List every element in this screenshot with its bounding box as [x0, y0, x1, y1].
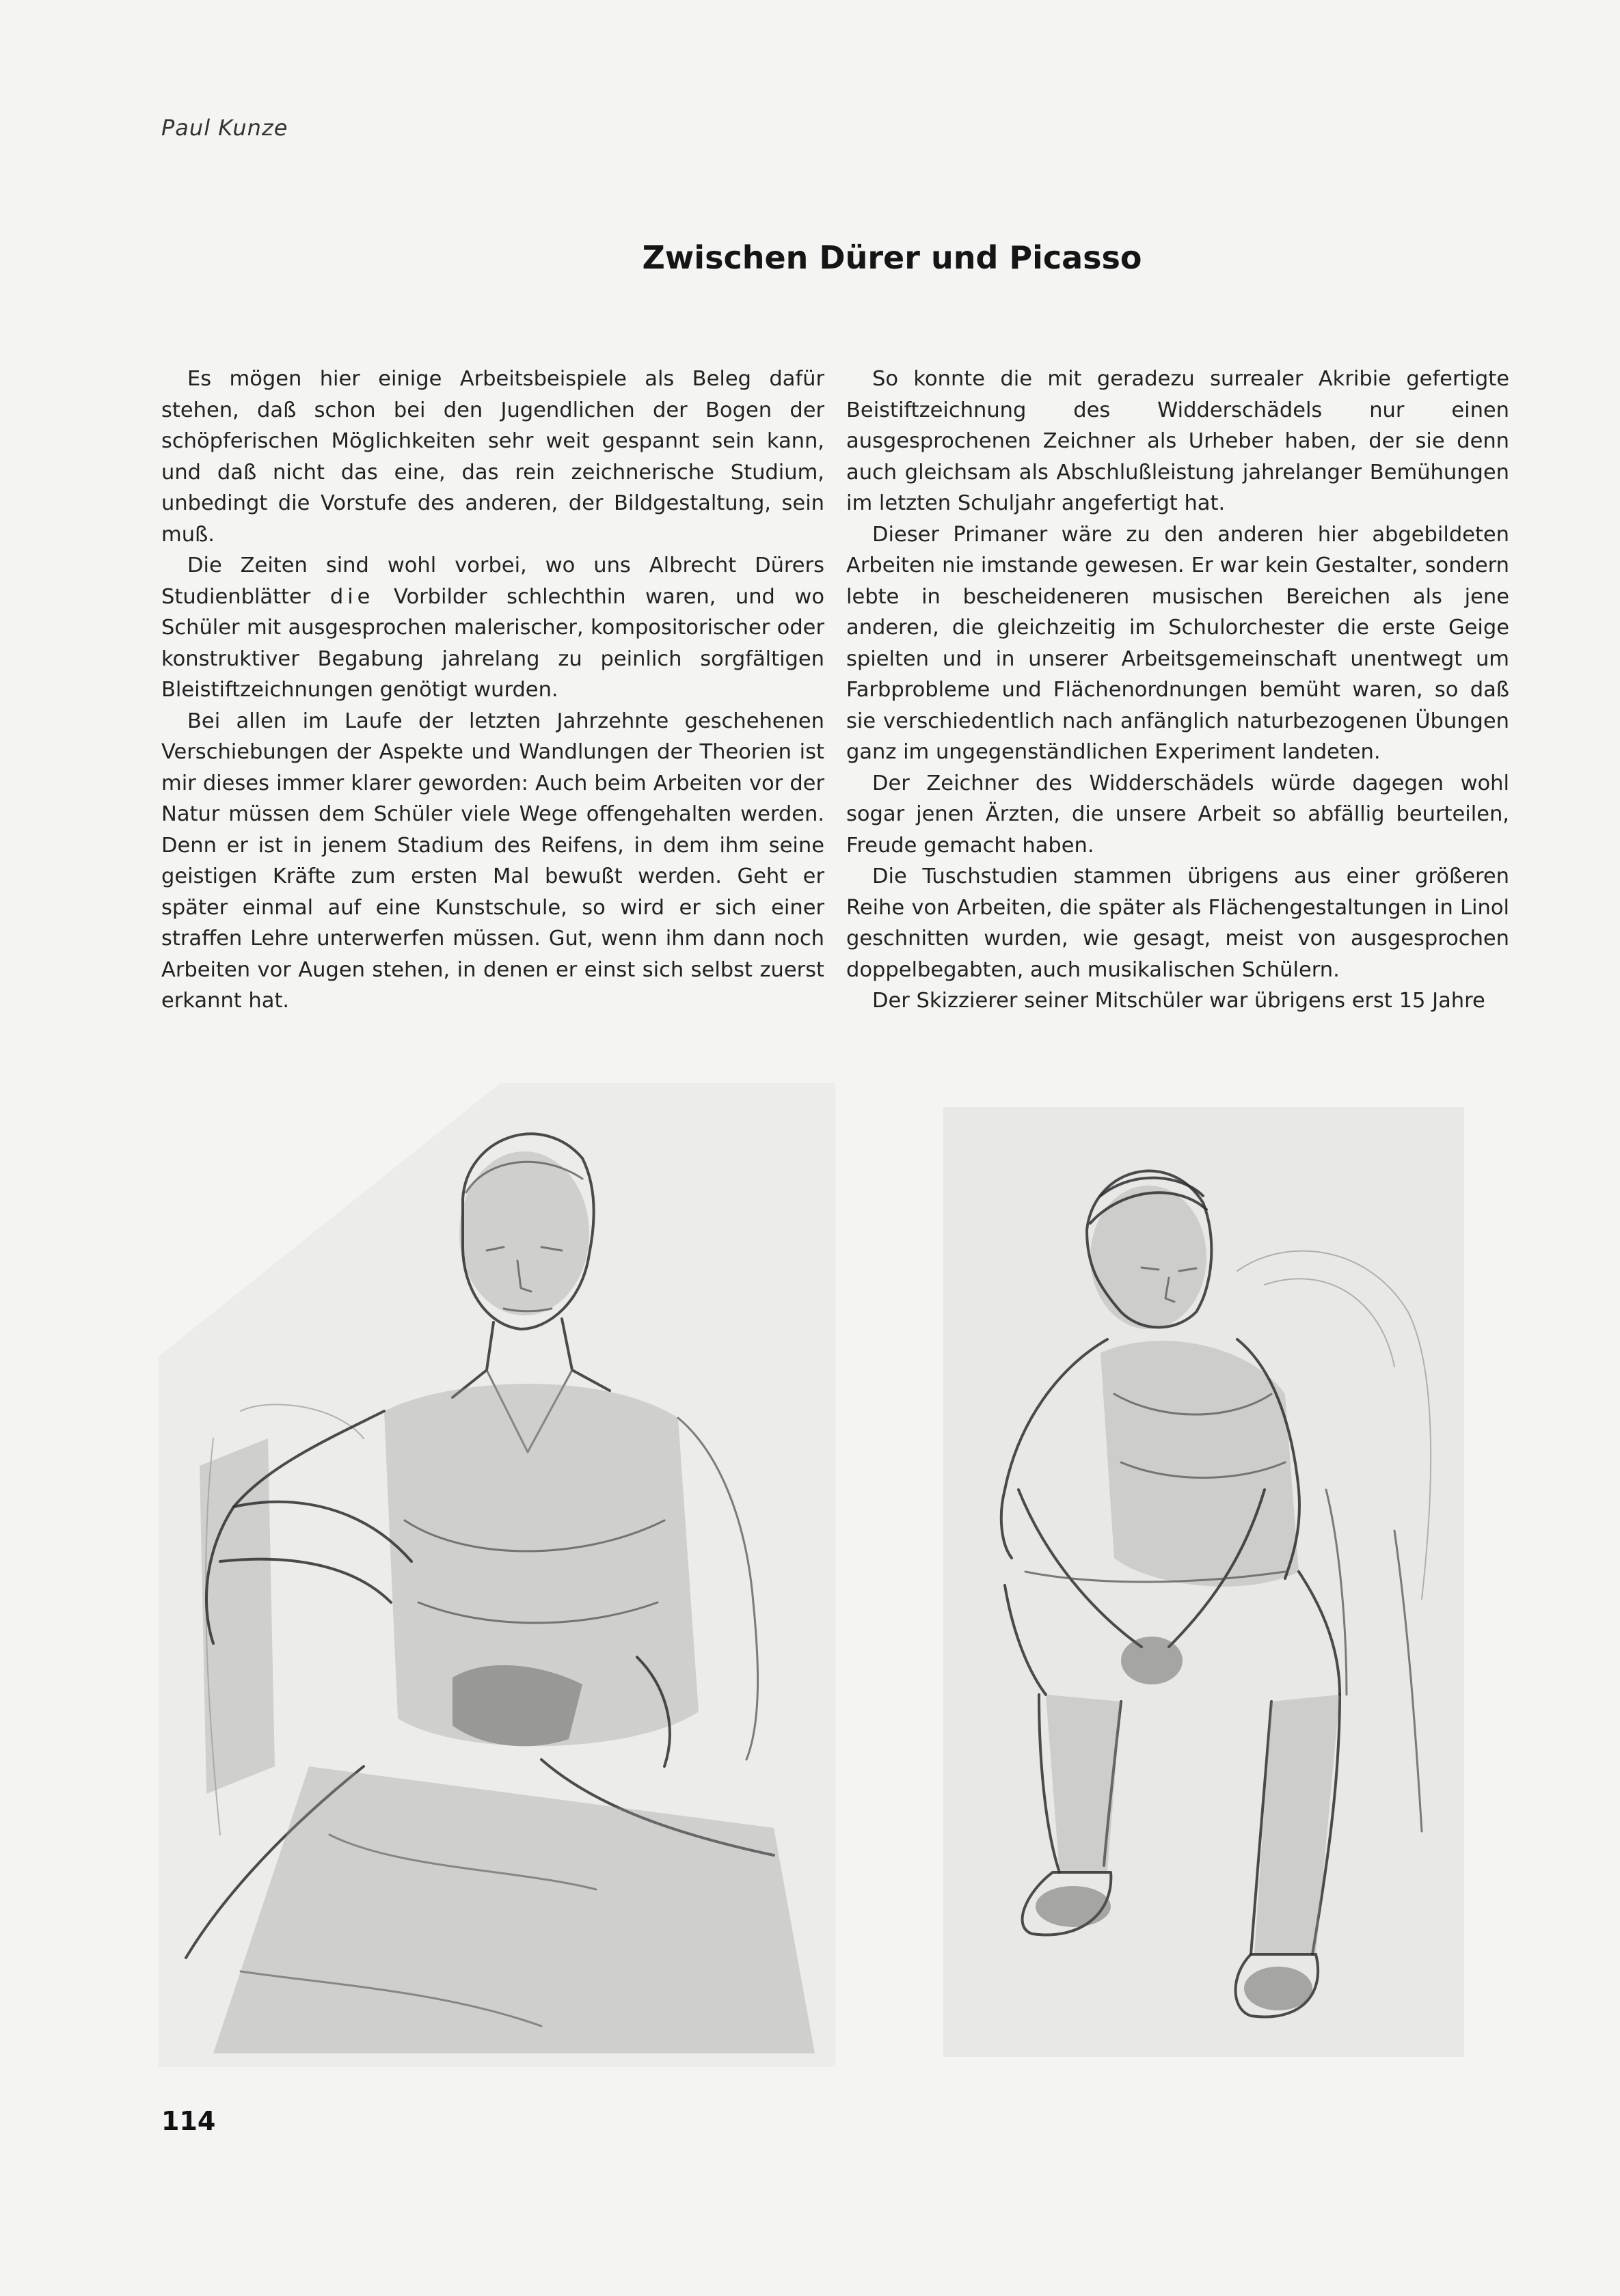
pencil-sketch-seated-boy	[159, 1083, 835, 2067]
paragraph: Bei allen im Laufe der letzten Jahrzehnte geschehenen Verschiebungen der Aspekte und Wandlungen der Theorien ist mir dieses immer klarer geworden: Auch beim Arbeiten vor der Natur müssen dem Schüler viele Wege offengehalten werden. Denn er ist in jenem Stadium des Reifens, in dem ihm seine geistigen Kräfte zum ersten Mal bewußt werden. Geht er später einmal auf eine Kunstschule, so wird er sich einer straffen Lehre unterwerfen müssen. Gut, wenn ihm dann noch Arbeiten vor Augen stehen, in denen er einst sich selbst zuerst erkannt hat.	[161, 709, 824, 1013]
sketch-leaning-boy-drawing	[943, 1107, 1464, 2057]
paragraph: So konnte die mit geradezu surrealer Akribie gefertigte Beistiftzeichnung des Widderschädels nur einen ausgesprochenen Zeichner als Urheber haben, der sie denn auch gleichsam als Abschlußleistung jahrelanger Bemühungen im letzten Schuljahr angefertigt hat.	[846, 367, 1509, 515]
paragraph: Es mögen hier einige Arbeitsbeispiele als Beleg dafür stehen, daß schon bei den Jugendlichen der Bogen der schöpferischen Möglichkeiten sehr weit gespannt sein kann, und daß nicht das eine, das rein zeichnerische Studium, unbedingt die Vorstufe des anderen, der Bildgestaltung, sein muß.	[161, 367, 824, 547]
paragraph	[161, 550, 824, 706]
text-column-right	[846, 364, 1509, 1017]
text-run: Vorbilder schlechthin waren, und wo Schüler mit ausgesprochen malerischer, kompositorischer oder konstruktiver Begabung jahrelang zu peinlich sorgfältigen Bleistiftzeichnungen genötigt wurden.	[161, 584, 824, 702]
paragraph: Der Skizzierer seiner Mitschüler war übrigens erst 15 Jahre	[872, 989, 1485, 1013]
text-column-left	[161, 364, 824, 1017]
paragraph: Dieser Primaner wäre zu den anderen hier abgebildeten Arbeiten nie imstande gewesen. Er war kein Gestalter, sondern lebte in bescheideneren musischen Bereichen als jene anderen, die gleichzeitig im Schulorchester die erste Geige spielten und in unserer Arbeitsgemeinschaft unentwegt um Farbprobleme und Flächenordnungen bemüht waren, so daß sie verschiedentlich nach anfänglich naturbezogenen Übungen ganz im ungegenständlichen Experiment landeten.	[846, 522, 1509, 764]
article-title: Zwischen Dürer und Picasso	[642, 239, 1142, 276]
text-run: Die Zeiten sind wohl vorbei, wo uns Albrecht Dürers Studienblätter	[161, 554, 824, 609]
page-number: 114	[161, 2106, 216, 2136]
paragraph: Der Zeichner des Widderschädels würde dagegen wohl sogar jenen Ärzten, die unsere Arbeit so abfällig beurteilen, Freude gemacht haben.	[846, 771, 1509, 858]
emphasized-word: die	[329, 584, 375, 609]
sketch-seated-boy-drawing	[159, 1083, 835, 2067]
paragraph: Die Tuschstudien stammen übrigens aus einer größeren Reihe von Arbeiten, die später als Flächengestaltungen in Linol geschnitten wurden, wie gesagt, meist von ausgesprochen doppelbegabten, auch musikalischen Schülern.	[846, 864, 1509, 982]
author-name: Paul Kunze	[161, 115, 288, 141]
pencil-sketch-leaning-boy	[943, 1107, 1464, 2057]
